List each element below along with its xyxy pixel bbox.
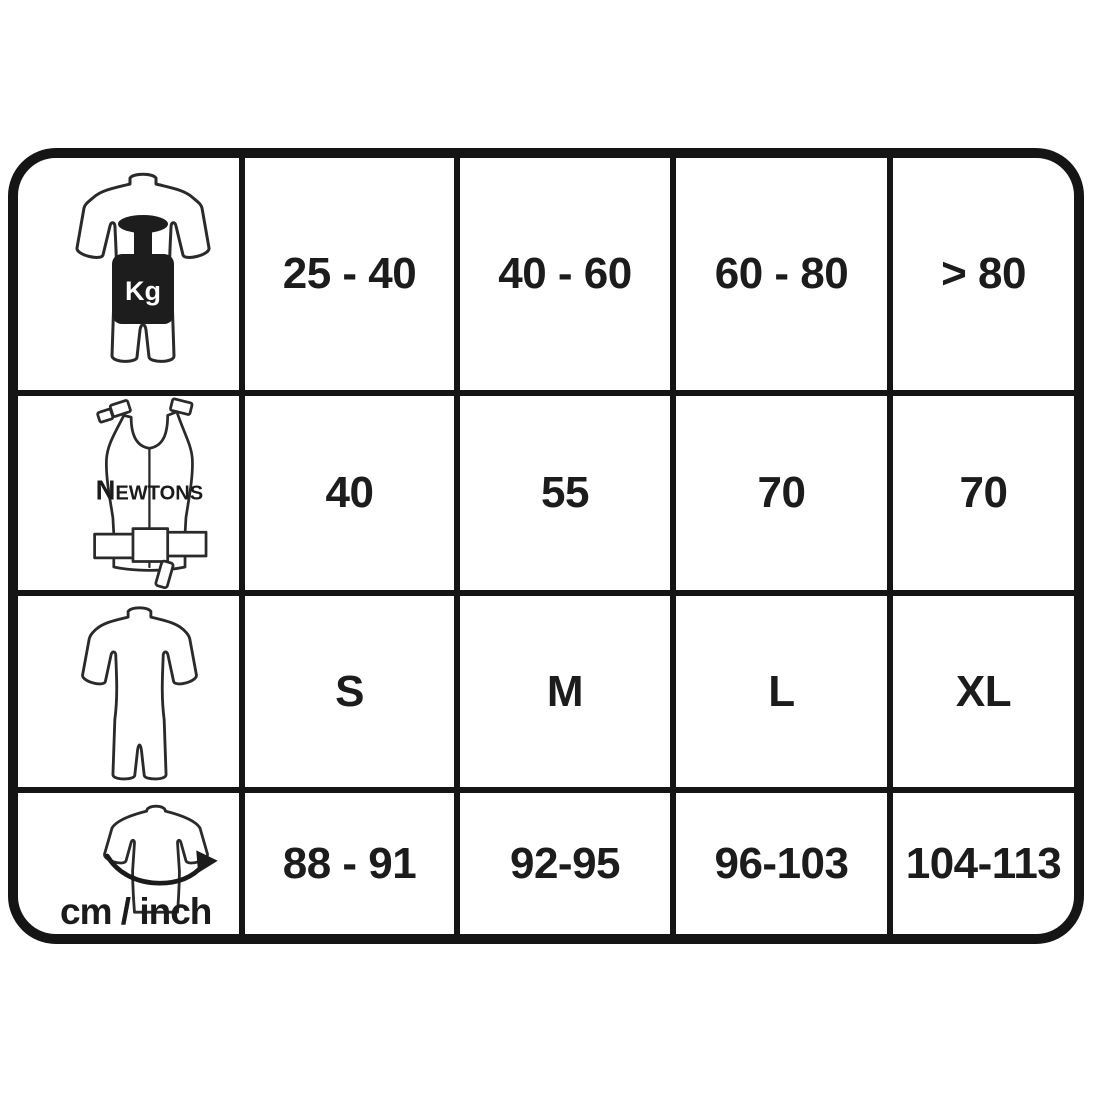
weight-value-cell: 25 - 40 (245, 158, 454, 390)
weight-value-cell: > 80 (893, 158, 1074, 390)
chest-value-cell: 92-95 (460, 793, 670, 934)
newtons-label: NEWTONS (95, 474, 204, 506)
chest-row-icon-cell (18, 793, 239, 934)
size-chart-table (8, 148, 1084, 944)
wetsuit-back-with-kg-weight-icon (68, 164, 218, 379)
kg-label: Kg (125, 276, 161, 306)
size-value-cell: M (460, 596, 670, 787)
size-value-cell: S (245, 596, 454, 787)
buoyancy-value-cell: 55 (460, 396, 670, 590)
buoyancy-value-cell: 70 (676, 396, 887, 590)
shorty-wetsuit-icon (73, 600, 206, 785)
cm-inch-label: cm / inch (60, 891, 212, 932)
weight-stem (134, 224, 152, 256)
weight-value-cell: 40 - 60 (460, 158, 670, 390)
weight-row-icon-cell (18, 158, 239, 390)
size-value-cell: L (676, 596, 887, 787)
buoyancy-value-cell: 70 (893, 396, 1074, 590)
buoyancy-vest-icon (80, 397, 217, 589)
weight-value-cell: 60 - 80 (676, 158, 887, 390)
size-value-cell: XL (893, 596, 1074, 787)
buoyancy-value-cell: 40 (245, 396, 454, 590)
size-chart-grid (18, 158, 1074, 934)
size-row-icon-cell (18, 596, 239, 787)
buoyancy-row-icon-cell (18, 396, 239, 590)
chest-value-cell: 104-113 (893, 793, 1074, 934)
chest-value-cell: 96-103 (676, 793, 887, 934)
chest-value-cell: 88 - 91 (245, 793, 454, 934)
